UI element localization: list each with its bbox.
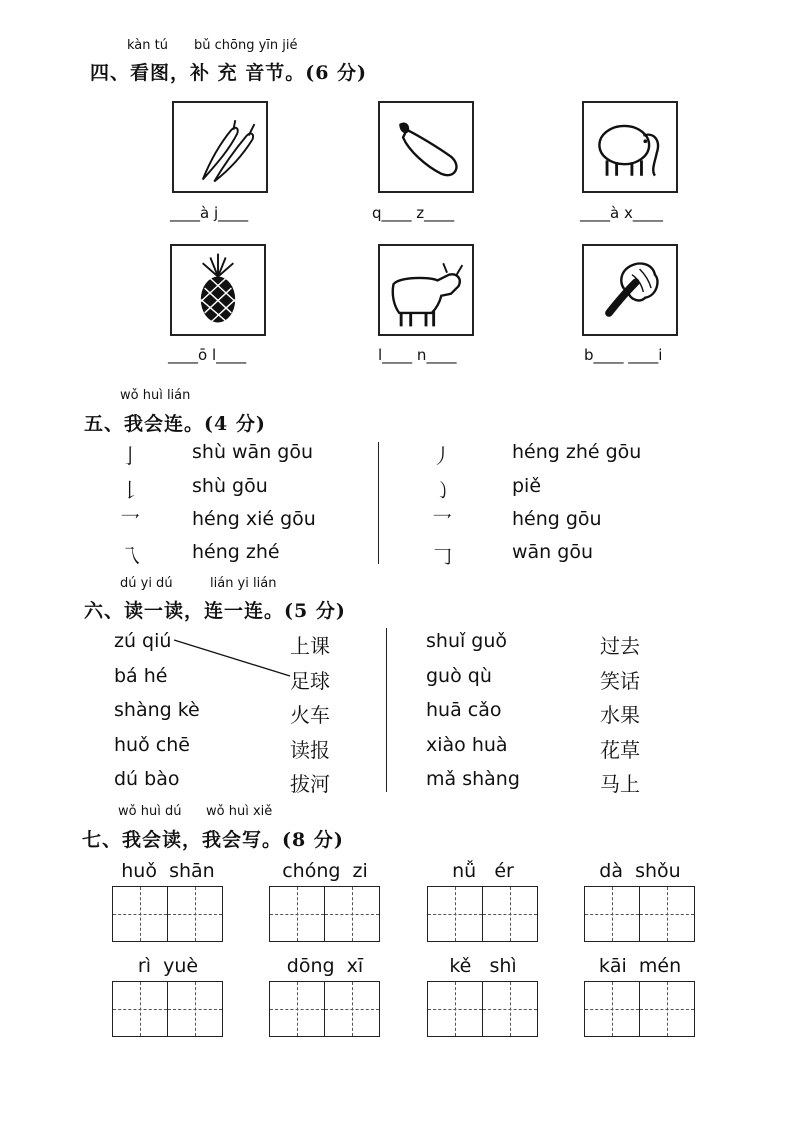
section4-pinyin-a: kàn tú (127, 38, 168, 53)
match-right-pinyin-3[interactable]: huā cǎo (426, 699, 502, 721)
word-pinyin-6: dōng xī (286, 955, 364, 977)
writing-grid-cell[interactable] (639, 981, 695, 1037)
writing-grid-cell[interactable] (112, 981, 168, 1037)
match-right-pinyin-4[interactable]: xiào huà (426, 734, 508, 756)
writing-grid-cell[interactable] (427, 886, 483, 942)
writing-grid-cell[interactable] (482, 886, 538, 942)
match-left-pinyin-5[interactable]: dú bào (114, 768, 180, 790)
stroke-pinyin-right-1[interactable]: héng zhé gōu (512, 441, 642, 463)
writing-grid-cell[interactable] (269, 886, 325, 942)
writing-grid-cell[interactable] (269, 981, 325, 1037)
stroke-left-3: 乛 (120, 511, 140, 535)
writing-grid-cell[interactable] (324, 981, 380, 1037)
writing-grid-cell[interactable] (167, 886, 223, 942)
stroke-pinyin-right-3[interactable]: héng gōu (512, 508, 602, 530)
word-pinyin-3: nǚ ér (452, 860, 514, 882)
stroke-pinyin-right-4[interactable]: wān gōu (512, 541, 593, 563)
match-right-pinyin-5[interactable]: mǎ shàng (426, 768, 520, 790)
answer-blank-3[interactable]: ____à x____ (580, 204, 663, 222)
word-pinyin-5: rì yuè (137, 955, 199, 977)
match-right-char-4[interactable]: 花草 (600, 738, 640, 762)
match-left-pinyin-4[interactable]: huǒ chē (114, 734, 190, 756)
picture-box-1 (172, 101, 268, 193)
picture-box-4 (170, 244, 266, 336)
section6-divider (386, 628, 387, 792)
writing-grid-cell[interactable] (584, 886, 640, 942)
stroke-right-4: 𠃌 (432, 544, 452, 568)
section7-title: 七、我会读，我会写。(8 分) (82, 829, 344, 851)
writing-grid-cell[interactable] (584, 981, 640, 1037)
match-left-pinyin-2[interactable]: bá hé (114, 665, 168, 687)
match-left-char-3[interactable]: 火车 (290, 703, 330, 727)
eggplant-icon (380, 103, 472, 191)
word-pinyin-2: chóng zi (282, 860, 368, 882)
section4-pinyin-b: bǔ chōng yīn jié (194, 38, 298, 53)
stroke-right-2: ㇁ (432, 478, 452, 502)
section5-divider (378, 442, 379, 564)
section6-pinyin-a: dú yi dú (120, 576, 173, 591)
pineapple-icon (172, 246, 264, 334)
stroke-right-3: 乛 (432, 511, 452, 535)
section7-pinyin-b: wǒ huì xiě (206, 804, 273, 819)
elephant-icon (584, 103, 676, 191)
writing-grid-cell[interactable] (167, 981, 223, 1037)
match-left-char-4[interactable]: 读报 (290, 738, 330, 762)
match-left-char-2[interactable]: 足球 (290, 669, 330, 693)
word-pinyin-1: huǒ shān (121, 860, 215, 882)
word-pinyin-4: dà shǒu (599, 860, 681, 882)
word-pinyin-7: kě shì (449, 955, 517, 977)
picture-box-3 (582, 101, 678, 193)
stroke-left-1: 亅 (120, 444, 140, 468)
match-left-pinyin-1[interactable]: zú qiú (114, 630, 172, 652)
match-left-char-5[interactable]: 拔河 (290, 772, 330, 796)
writing-grid-cell[interactable] (482, 981, 538, 1037)
match-left-char-1[interactable]: 上课 (290, 634, 330, 658)
section7-pinyin-a: wǒ huì dú (118, 804, 182, 819)
section4-title: 四、看图，补 充 音节。(6 分) (90, 62, 368, 84)
picture-box-5 (378, 244, 474, 336)
cow-icon (380, 246, 472, 334)
answer-blank-6[interactable]: b____ ____i (584, 346, 663, 364)
match-right-pinyin-2[interactable]: guò qù (426, 665, 492, 687)
match-right-char-1[interactable]: 过去 (600, 634, 640, 658)
stroke-pinyin-left-4[interactable]: héng zhé (192, 541, 280, 563)
word-pinyin-8: kāi mén (598, 955, 682, 977)
stroke-left-4: 乁 (120, 544, 140, 568)
example-connecting-line (170, 636, 294, 682)
stroke-right-1: 丿 (432, 444, 452, 468)
match-right-char-3[interactable]: 水果 (600, 703, 640, 727)
writing-grid-cell[interactable] (324, 886, 380, 942)
stroke-pinyin-left-1[interactable]: shù wān gōu (192, 441, 314, 463)
chili-pepper-icon (174, 103, 266, 191)
stroke-left-2: 𠄌 (120, 478, 140, 502)
stroke-pinyin-left-2[interactable]: shù gōu (192, 475, 268, 497)
picture-box-6 (582, 244, 678, 336)
section6-pinyin-b: lián yi lián (210, 576, 277, 591)
picture-box-2 (378, 101, 474, 193)
stroke-pinyin-right-2[interactable]: piě (512, 475, 542, 497)
cabbage-icon (584, 246, 676, 334)
answer-blank-4[interactable]: ____ō l____ (168, 346, 247, 364)
match-left-pinyin-3[interactable]: shàng kè (114, 699, 200, 721)
writing-grid-cell[interactable] (427, 981, 483, 1037)
section6-title: 六、读一读，连一连。(5 分) (84, 600, 346, 622)
section5-pinyin: wǒ huì lián (120, 388, 191, 403)
writing-grid-cell[interactable] (639, 886, 695, 942)
answer-blank-1[interactable]: ____à j____ (170, 204, 249, 222)
writing-grid-cell[interactable] (112, 886, 168, 942)
match-right-char-2[interactable]: 笑话 (600, 669, 640, 693)
answer-blank-5[interactable]: l____ n____ (378, 346, 457, 364)
match-right-char-5[interactable]: 马上 (600, 772, 640, 796)
match-right-pinyin-1[interactable]: shuǐ guǒ (426, 630, 508, 652)
section5-title: 五、我会连。(4 分) (84, 413, 266, 435)
answer-blank-2[interactable]: q____ z____ (372, 204, 455, 222)
stroke-pinyin-left-3[interactable]: héng xié gōu (192, 508, 316, 530)
